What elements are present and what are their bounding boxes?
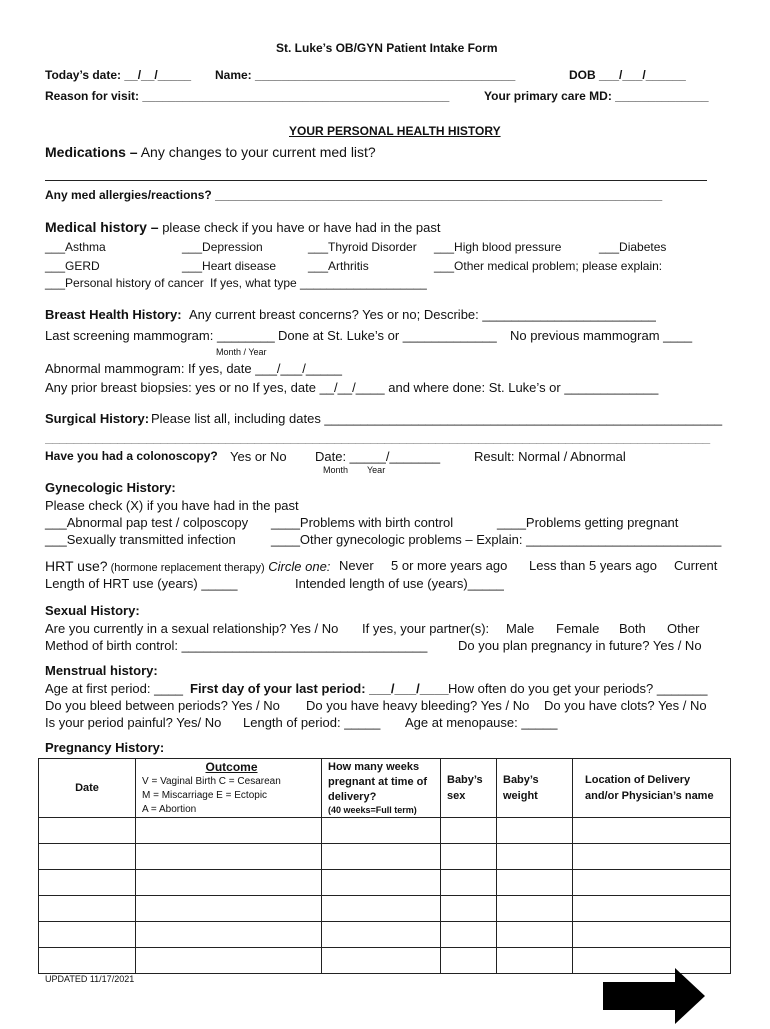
- table-cell[interactable]: [39, 818, 136, 844]
- arrow-right-icon[interactable]: [603, 968, 705, 1029]
- check-thyroid[interactable]: ___Thyroid Disorder: [308, 240, 417, 254]
- colonoscopy-result[interactable]: Result: Normal / Abnormal: [474, 449, 626, 464]
- check-gerd[interactable]: ___GERD: [45, 259, 100, 273]
- medications-label: Medications –: [45, 144, 138, 160]
- table-cell[interactable]: [39, 948, 136, 974]
- col-weeks-header: [322, 759, 441, 818]
- hrt-paren: (hormone replacement therapy): [107, 562, 265, 574]
- breast-biopsy-field[interactable]: Any prior breast biopsies: yes or no If yes, date __/__/____ and where done: St. Luke’s or _____________: [45, 380, 659, 395]
- pregnancy-header-row: [39, 759, 731, 818]
- plan-pregnancy-question[interactable]: Do you plan pregnancy in future? Yes / No: [458, 638, 702, 653]
- hrt-less5[interactable]: Less than 5 years ago: [529, 558, 657, 573]
- colonoscopy-date[interactable]: Date: _____/_______: [315, 449, 441, 464]
- check-arthritis[interactable]: ___Arthritis: [308, 259, 369, 273]
- relationship-question[interactable]: Are you currently in a sexual relationship? Yes / No: [45, 621, 339, 636]
- hrt-5plus[interactable]: 5 or more years ago: [391, 558, 508, 573]
- table-cell[interactable]: [441, 922, 497, 948]
- partner-male[interactable]: Male: [506, 621, 535, 636]
- table-cell[interactable]: [441, 896, 497, 922]
- col-outcome-label: Outcome: [205, 760, 258, 774]
- surgical-instruction[interactable]: Please list all, including dates _______________________________________________________: [151, 411, 723, 426]
- table-row: [39, 844, 731, 870]
- table-cell[interactable]: [497, 818, 573, 844]
- col-sex-line-1: Baby’s: [447, 774, 483, 786]
- pregnancy-table: [38, 758, 731, 974]
- check-getting-pregnant[interactable]: ____Problems getting pregnant: [497, 515, 679, 530]
- table-cell[interactable]: [322, 948, 441, 974]
- sexual-label: Sexual History:: [45, 603, 140, 618]
- updated-footer: UPDATED 11/17/2021: [45, 974, 135, 984]
- last-period-field[interactable]: First day of your last period: ___/___/____: [190, 681, 449, 696]
- table-cell[interactable]: [573, 818, 731, 844]
- today-date-field[interactable]: Today’s date: __/__/_____: [45, 68, 192, 82]
- hrt-current[interactable]: Current: [674, 558, 718, 573]
- hrt-intended-field[interactable]: Intended length of use (years)_____: [295, 576, 504, 591]
- medical-history-label: Medical history –: [45, 219, 159, 235]
- colonoscopy-question: Have you had a colonoscopy?: [45, 449, 218, 463]
- table-cell[interactable]: [136, 870, 322, 896]
- col-weeks-line-4: (40 weeks=Full term): [328, 805, 417, 815]
- check-high-bp[interactable]: ___High blood pressure: [434, 240, 562, 254]
- table-cell[interactable]: [441, 818, 497, 844]
- table-row: [39, 870, 731, 896]
- col-outcome-header: [136, 759, 322, 818]
- arrow-right-svg: [603, 968, 705, 1024]
- check-sti[interactable]: ___Sexually transmitted infection: [45, 532, 236, 547]
- clots-question[interactable]: Do you have clots? Yes / No: [544, 698, 707, 713]
- table-cell[interactable]: [497, 922, 573, 948]
- menopause-age-field[interactable]: Age at menopause: _____: [405, 715, 558, 730]
- check-other-gyn[interactable]: ____Other gynecologic problems – Explain: ___________________________: [271, 532, 722, 547]
- medical-history-instruction: please check if you have or have had in the past: [158, 220, 441, 235]
- table-cell[interactable]: [573, 870, 731, 896]
- col-weight-header: [497, 759, 573, 818]
- check-abnormal-pap[interactable]: ___Abnormal pap test / colposcopy: [45, 515, 249, 530]
- col-weeks-line-1: How many weeks: [328, 761, 420, 773]
- table-cell[interactable]: [322, 896, 441, 922]
- month-year-hint: Month / Year: [216, 347, 267, 357]
- age-first-period-field[interactable]: Age at first period: ____: [45, 681, 184, 696]
- outcome-legend-3: A = Abortion: [142, 804, 197, 815]
- last-screening-field[interactable]: Last screening mammogram: ________: [45, 328, 275, 343]
- form-title: St. Luke’s OB/GYN Patient Intake Form: [276, 41, 498, 55]
- hrt-never[interactable]: Never: [339, 558, 374, 573]
- surgical-label: Surgical History:: [45, 411, 150, 426]
- table-cell[interactable]: [322, 844, 441, 870]
- table-cell[interactable]: [322, 922, 441, 948]
- table-cell[interactable]: [441, 948, 497, 974]
- period-length-field[interactable]: Length of period: _____: [243, 715, 381, 730]
- col-location-header: [573, 759, 731, 818]
- col-sex-header: [441, 759, 497, 818]
- table-cell[interactable]: [39, 870, 136, 896]
- table-cell[interactable]: [573, 844, 731, 870]
- reason-field[interactable]: Reason for visit: ______________________________________________: [45, 89, 450, 103]
- check-depression[interactable]: ___Depression: [182, 240, 263, 254]
- table-cell[interactable]: [497, 948, 573, 974]
- table-cell[interactable]: [39, 922, 136, 948]
- col-location-line-2: and/or Physician’s name: [585, 790, 714, 802]
- col-weight-line-2: weight: [503, 790, 538, 802]
- hrt-row: [45, 559, 330, 574]
- outcome-legend-2: M = Miscarriage E = Ectopic: [142, 790, 268, 801]
- table-cell[interactable]: [136, 922, 322, 948]
- bleed-between-question[interactable]: Do you bleed between periods? Yes / No: [45, 698, 280, 713]
- cancer-type-field[interactable]: If yes, what type ___________________: [210, 276, 427, 290]
- check-asthma[interactable]: ___Asthma: [45, 240, 106, 254]
- medications-line[interactable]: [45, 180, 707, 181]
- table-cell[interactable]: [39, 844, 136, 870]
- hrt-length-field[interactable]: Length of HRT use (years) _____: [45, 576, 238, 591]
- allergies-field[interactable]: Any med allergies/reactions? ___________________________________________________________________: [45, 188, 663, 202]
- table-cell[interactable]: [573, 896, 731, 922]
- check-birth-control[interactable]: ____Problems with birth control: [271, 515, 454, 530]
- check-diabetes[interactable]: ___Diabetes: [599, 240, 667, 254]
- table-cell[interactable]: [497, 844, 573, 870]
- table-cell[interactable]: [136, 818, 322, 844]
- menstrual-label: Menstrual history:: [45, 663, 158, 678]
- check-cancer-history[interactable]: ___Personal history of cancer: [45, 276, 204, 290]
- table-cell[interactable]: [136, 896, 322, 922]
- primary-md-field[interactable]: Your primary care MD: ______________: [484, 89, 709, 103]
- circle-one: Circle one:: [264, 559, 331, 574]
- arrow-shape: [603, 968, 705, 1024]
- table-row: [39, 818, 731, 844]
- abnormal-mammogram-field[interactable]: Abnormal mammogram: If yes, date ___/___/_____: [45, 361, 342, 376]
- partner-question: If yes, your partner(s):: [362, 621, 490, 636]
- table-cell[interactable]: [497, 896, 573, 922]
- col-weight-line-1: Baby’s: [503, 774, 539, 786]
- year-hint: Year: [367, 465, 386, 475]
- pregnancy-label: Pregnancy History:: [45, 740, 165, 755]
- col-weeks-line-2: pregnant at time of: [328, 776, 428, 788]
- medications-question: Any changes to your current med list?: [137, 144, 376, 160]
- table-cell[interactable]: [441, 870, 497, 896]
- heavy-bleeding-question[interactable]: Do you have heavy bleeding? Yes / No: [306, 698, 530, 713]
- table-cell[interactable]: [322, 870, 441, 896]
- col-location-line-1: Location of Delivery: [585, 774, 691, 786]
- partner-both[interactable]: Both: [619, 621, 646, 636]
- table-cell[interactable]: [39, 896, 136, 922]
- col-date-label: Date: [75, 782, 99, 794]
- table-cell[interactable]: [136, 844, 322, 870]
- breast-label: Breast Health History:: [45, 307, 182, 322]
- birth-control-field[interactable]: Method of birth control: __________________________________: [45, 638, 428, 653]
- month-hint: Month: [323, 465, 349, 475]
- table-row: [39, 922, 731, 948]
- medications-row: [45, 145, 376, 159]
- table-cell[interactable]: [322, 818, 441, 844]
- table-cell[interactable]: [497, 870, 573, 896]
- colonoscopy-yes-no[interactable]: Yes or No: [230, 449, 287, 464]
- hrt-label: HRT use?: [45, 558, 108, 574]
- gyn-label: Gynecologic History:: [45, 480, 176, 495]
- table-cell[interactable]: [573, 922, 731, 948]
- table-cell[interactable]: [441, 844, 497, 870]
- painful-period-question[interactable]: Is your period painful? Yes/ No: [45, 715, 222, 730]
- no-previous-mammogram[interactable]: No previous mammogram ____: [510, 328, 693, 343]
- outcome-legend-1: V = Vaginal Birth C = Cesarean: [142, 776, 281, 787]
- surgical-line-2[interactable]: ____________________________________________________________________________________________: [45, 431, 711, 444]
- check-other-medical[interactable]: ___Other medical problem; please explain:: [434, 259, 663, 273]
- check-heart-disease[interactable]: ___Heart disease: [182, 259, 277, 273]
- name-field[interactable]: Name: _______________________________________: [215, 68, 516, 82]
- personal-history-heading: YOUR PERSONAL HEALTH HISTORY: [289, 124, 501, 138]
- col-weeks-line-3: delivery?: [328, 791, 377, 803]
- medical-history-row: [45, 220, 440, 234]
- col-sex-line-2: sex: [447, 790, 466, 802]
- breast-row: [45, 308, 182, 321]
- table-row: [39, 896, 731, 922]
- breast-concerns-field[interactable]: Any current breast concerns? Yes or no; Describe: ________________________: [189, 307, 656, 322]
- partner-female[interactable]: Female: [556, 621, 600, 636]
- table-cell[interactable]: [136, 948, 322, 974]
- done-at-field[interactable]: Done at St. Luke’s or _____________: [278, 328, 497, 343]
- partner-other[interactable]: Other: [667, 621, 700, 636]
- gyn-instruction: Please check (X) if you have had in the past: [45, 498, 299, 513]
- col-date-header: [39, 759, 136, 818]
- dob-field[interactable]: DOB ___/___/______: [569, 68, 686, 82]
- how-often-field[interactable]: How often do you get your periods? _______: [448, 681, 708, 696]
